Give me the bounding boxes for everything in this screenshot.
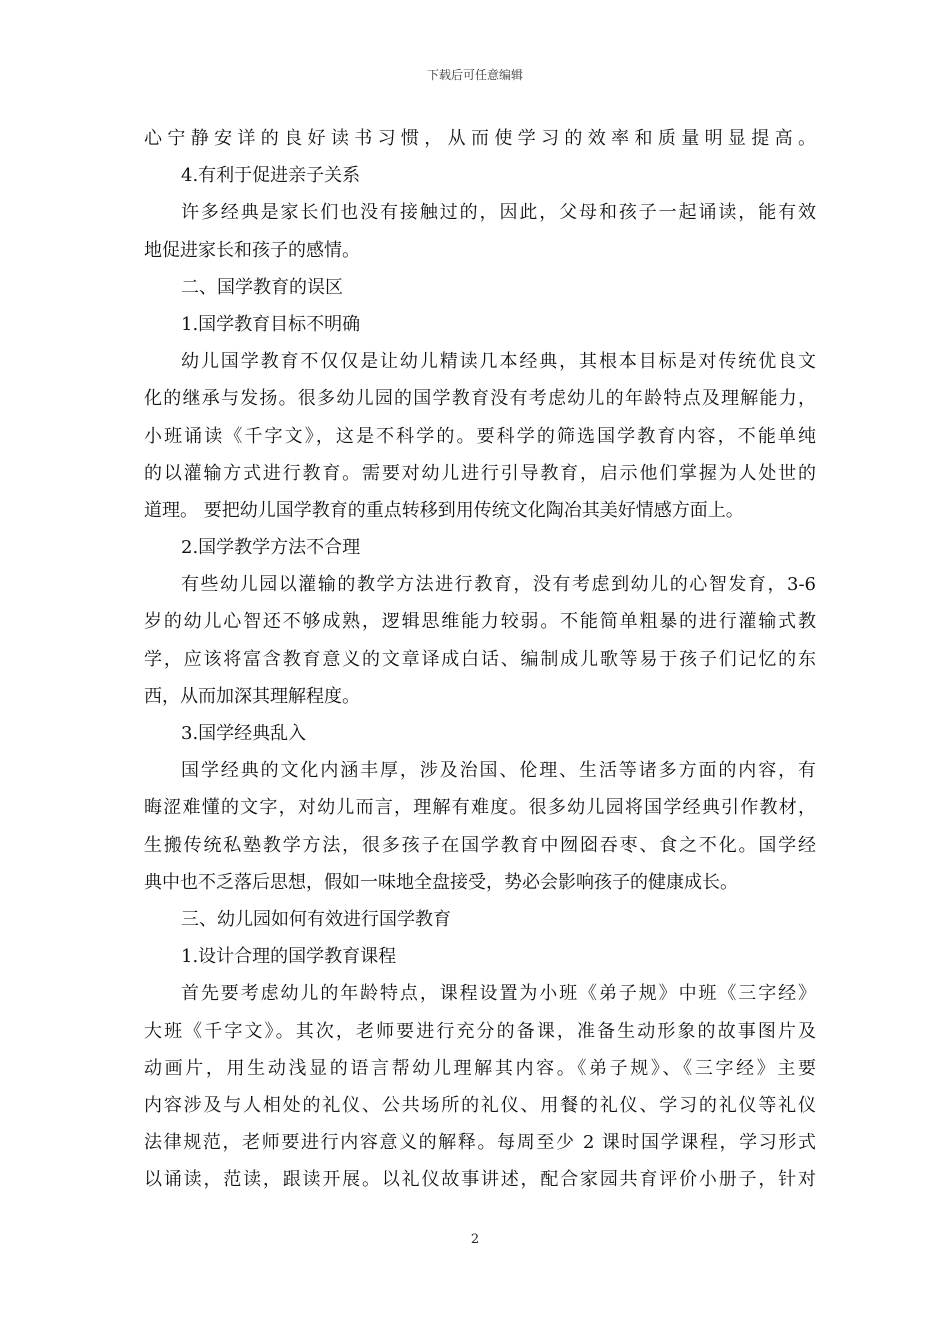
section-heading: 2.国学教学方法不合理 — [181, 537, 361, 559]
text-line: 地促进家长和孩子的感情。 — [144, 239, 360, 261]
text-line: 有些幼儿园以灌输的教学方法进行教育，没有考虑到幼儿的心智发育，3-6 — [181, 574, 816, 596]
text-line: 典中也不乏落后思想，假如一味地全盘接受，势必会影响孩子的健康成长。 — [144, 871, 738, 893]
text-line: 生搬传统私塾教学方法，很多孩子在国学教育中囫囵吞枣、食之不化。国学经 — [144, 834, 816, 856]
text-line: 道理。 要把幼儿国学教育的重点转移到用传统文化陶冶其美好情感方面上。 — [144, 499, 744, 521]
section-heading: 二、国学教育的误区 — [181, 276, 343, 298]
section-heading: 4.有利于促进亲子关系 — [181, 165, 361, 187]
section-heading: 1.国学教育目标不明确 — [181, 313, 361, 335]
page-number: 2 — [470, 1232, 480, 1247]
text-line: 首先要考虑幼儿的年龄特点，课程设置为小班《弟子规》中班《三字经》 — [181, 983, 816, 1005]
text-line: 大班《千字文》。其次，老师要进行充分的备课，准备生动形象的故事图片及 — [144, 1020, 816, 1042]
text-line: 许多经典是家长们也没有接触过的，因此，父母和孩子一起诵读，能有效 — [181, 202, 816, 224]
text-line: 动画片，用生动浅显的语言帮幼儿理解其内容。《弟子规》、《三字经》主要 — [144, 1057, 816, 1079]
text-line: 晦涩难懂的文字，对幼儿而言，理解有难度。很多幼儿园将国学经典引作教材， — [144, 797, 816, 819]
text-line: 西，从而加深其理解程度。 — [144, 685, 360, 707]
document-body — [144, 120, 816, 1198]
text-line: 的以灌输方式进行教育。需要对幼儿进行引导教育，启示他们掌握为人处世的 — [144, 462, 816, 484]
text-line: 法律规范，老师要进行内容意义的解释。每周至少 2 课时国学课程，学习形式 — [144, 1132, 816, 1154]
text-line: 国学经典的文化内涵丰厚，涉及治国、伦理、生活等诸多方面的内容，有 — [181, 760, 816, 782]
text-line: 幼儿国学教育不仅仅是让幼儿精读几本经典，其根本目标是对传统优良文 — [181, 351, 816, 373]
section-heading: 1.设计合理的国学教育课程 — [181, 946, 397, 968]
text-line: 化的继承与发扬。很多幼儿园的国学教育没有考虑幼儿的年龄特点及理解能力， — [144, 388, 816, 410]
text-line: 学，应该将富含教育意义的文章译成白话、编制成儿歌等易于孩子们记忆的东 — [144, 648, 816, 670]
text-line: 心宁静安详的良好读书习惯，从而使学习的效率和质量明显提高。 — [144, 128, 816, 149]
text-line: 岁的幼儿心智还不够成熟，逻辑思维能力较弱。不能简单粗暴的进行灌输式教 — [144, 611, 816, 633]
section-heading: 3.国学经典乱入 — [181, 723, 307, 744]
text-line: 内容涉及与人相处的礼仪、公共场所的礼仪、用餐的礼仪、学习的礼仪等礼仪 — [144, 1094, 816, 1116]
page-header: 下载后可任意编辑 — [426, 68, 523, 82]
section-heading: 三、幼儿园如何有效进行国学教育 — [181, 908, 451, 930]
text-line: 以诵读，范读，跟读开展。以礼仪故事讲述，配合家园共育评价小册子，针对 — [144, 1169, 816, 1191]
text-line: 小班诵读《千字文》，这是不科学的。要科学的筛选国学教育内容，不能单纯 — [144, 425, 816, 447]
